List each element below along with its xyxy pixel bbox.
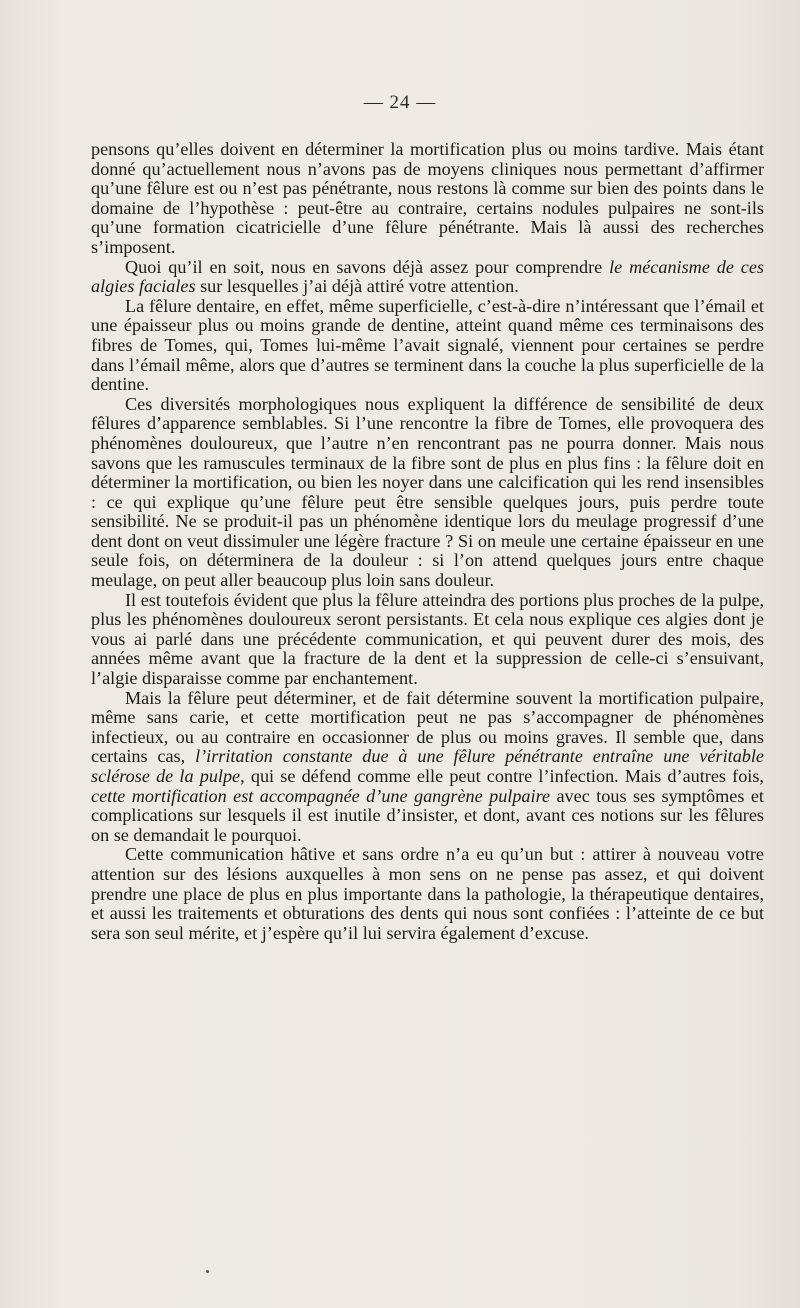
text-run: avec tous ses symptômes et complications sur lesquels il est inutile d’insister, et dont, avant ces notions sur les fêlures on se demandait le pourquoi.: [91, 785, 764, 845]
text-run: Quoi qu’il en soit, nous en savons déjà assez pour comprendre: [125, 256, 610, 277]
text-run: sur lesquelles j’ai déjà attiré votre attention.: [195, 276, 519, 297]
paragraph: [91, 689, 764, 846]
paper-speck: [206, 1270, 209, 1273]
body-text: [91, 140, 764, 943]
text-run: Il est toutefois évident que plus la fêlure atteindra des portions plus proches de la pulpe, plus les phénomènes douloureux seront persistants. Et cela nous explique ces algies dont je vous ai parlé dans une précédente communication, et qui peuvent durer des mois, des années même avant que la fracture de la dent et la suppression de celle-ci s’ensuivant, l’algie disparaisse comme par enchantement.: [91, 589, 764, 689]
text-run: La fêlure dentaire, en effet, même superficielle, c’est-à-dire n’intéressant que l’émail et une épaisseur plus ou moins grande de dentine, atteint quand même ces terminaisons des fibres de Tomes, qui, Tomes lui-même l’avait signalé, viennent pour certaines se perdre dans l’émail même, alors que d’autres se terminent dans la couche la plus superficielle de la dentine.: [91, 295, 764, 395]
text-run: pensons qu’elles doivent en déterminer la mortification plus ou moins tardive. Mais étant donné qu’actuellement nous n’avons pas de moyens cliniques nous permettant d’affirmer qu’une fêlure est ou n’est pas pénétrante, nous restons là comme sur bien des points dans le domaine de l’hypothèse : peut-être au contraire, certains nodules pulpaires ne sont-ils qu’une formation cicatricielle d’une fêlure pénétrante. Mais là aussi des recherches s’imposent.: [91, 139, 764, 257]
paragraph: [91, 297, 764, 395]
text-run: Cette communication hâtive et sans ordre n’a eu qu’un but : attirer à nouveau votre attention sur des lésions auxquelles à mon sens on ne pense pas assez, et qui doivent prendre une place de plus en plus importante dans la pathologie, la thérapeutique dentaires, et aussi les traitements et obturations des dents qui nous sont confiées : l’atteinte de ce but sera son seul mérite, et j’espère qu’il lui servira également d’excuse.: [91, 844, 764, 943]
paragraph: [91, 395, 764, 591]
italic-text: le mécanisme de ces algies faciales: [91, 256, 764, 297]
paragraph: [91, 845, 764, 943]
italic-text: cette mortification est accompagnée d’une gangrène pulpaire: [91, 785, 551, 806]
text-run: , qui se défend comme elle peut contre l’infection. Mais d’autres fois,: [240, 766, 764, 786]
paragraph: [91, 591, 764, 689]
italic-text: l’irritation constante due à une fêlure pénétrante entraîne une véritable sclérose de la pulpe: [91, 746, 765, 786]
paragraph: [91, 258, 764, 297]
text-run: Ces diversités morphologiques nous expliquent la différence de sensibilité de deux fêlures d’apparence semblables. Si l’une rencontre la fibre de Tomes, elle provoquera des phénomènes douloureux, que l’autre n’en rencontrant pas ne pourra donner. Mais nous savons que les ramuscules terminaux de la fibre sont de plus en plus fins : la fêlure doit en déterminer la mortification, ou bien les noyer dans une calcification qui les rend insensibles : ce qui explique qu’une fêlure peut être sensible quelques jours, puis perdre toute sensibilité. Ne se produit-il pas un phénomène identique lors du meulage progressif d’une dent dont on veut dissimuler une légère fracture ? Si on meule une certaine épaisseur en une seule fois, on déterminera de la douleur : si l’on attend quelques jours entre chaque meulage, on peut aller beaucoup plus loin sans douleur.: [91, 393, 764, 591]
paragraph: [91, 140, 764, 258]
text-run: Mais la fêlure peut déterminer, et de fait détermine souvent la mortification pulpaire, même sans carie, et cette mortification peut ne pas s’accompagner de phénomènes infectieux, ou au contraire en occasionner de plus ou moins graves. Il semble que, dans certains cas,: [91, 687, 764, 767]
page-number: — 24 —: [363, 92, 437, 113]
